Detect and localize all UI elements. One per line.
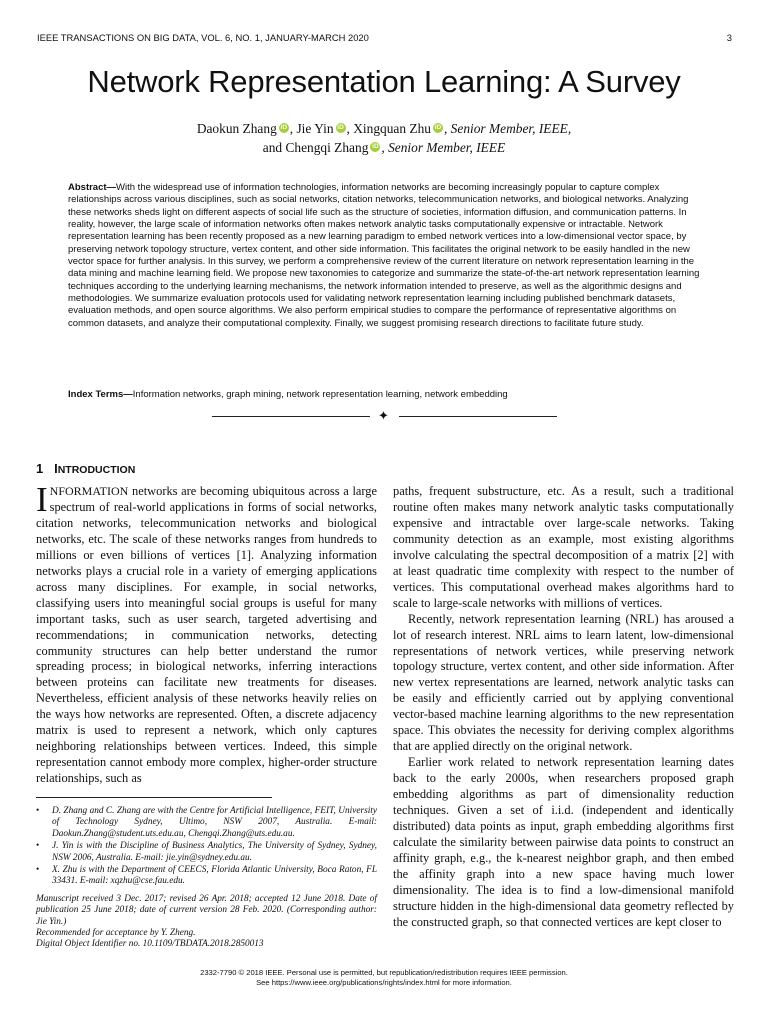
section-divider bbox=[212, 410, 557, 424]
diamond-ornament-icon: ✦ bbox=[378, 408, 389, 423]
author-conjunction: and bbox=[262, 140, 286, 155]
copyright-line: 2332-7790 © 2018 IEEE. Personal use is permitted, but republication/redistribution requires IEEE permission. bbox=[200, 968, 568, 977]
body-column-right bbox=[393, 484, 734, 931]
copyright-notice bbox=[0, 968, 768, 987]
affiliation-footnote: • J. Yin is with the Discipline of Business Analytics, The University of Sydney, Sydney, NSW 2006, Australia. E-mail: jie.yin@sydney.edu.au. bbox=[36, 841, 377, 864]
author-list bbox=[0, 119, 768, 157]
recommendation-note: Recommended for acceptance by Y. Zheng. bbox=[36, 928, 196, 939]
page-number: 3 bbox=[726, 32, 732, 43]
smallcaps-lead: NFORMATION bbox=[49, 484, 129, 498]
paragraph bbox=[36, 480, 377, 787]
orcid-icon[interactable]: iD bbox=[434, 124, 442, 131]
divider-line-left bbox=[212, 416, 370, 417]
orcid-icon[interactable]: iD bbox=[280, 124, 288, 131]
footnotes bbox=[36, 806, 377, 951]
author-name: Chengqi Zhang bbox=[285, 140, 369, 155]
manuscript-dates: Manuscript received 3 Dec. 2017; revised 26 Apr. 2018; accepted 12 June 2018. Date of publication 25 June 2018; date of current version 28 Feb. 2020. (Corresponding author: Jie Yin.) bbox=[36, 893, 377, 927]
abstract bbox=[68, 182, 704, 330]
paragraph: paths, frequent substructure, etc. As a result, such a traditional routine often makes many network analytic tasks computationally expensive and intractable over large-scale networks. Taking community detection as an example, most existing algorithms involve calculating the spectral decomposition of a matrix [2] with at least quadratic time complexity with respect to the number of vertices. This computational overhead makes algorithms hard to scale to large-scale networks with millions of vertices. bbox=[393, 484, 734, 610]
index-terms-text: Information networks, graph mining, network representation learning, network embedding bbox=[132, 389, 508, 400]
abstract-label: Abstract— bbox=[68, 182, 117, 193]
affiliation-footnote: • X. Zhu is with the Department of CEECS, Florida Atlantic University, Boca Raton, FL 33431. E-mail: xqzhu@cse.fau.edu. bbox=[36, 865, 377, 888]
affiliation-footnote: • D. Zhang and C. Zhang are with the Centre for Artificial Intelligence, FEIT, University of Technology Sydney, Ultimo, NSW 2007, Australia. E-mail: Daokun.Zhang@student.uts.edu.au, Chengqi.Zhang@uts.edu.au. bbox=[36, 806, 377, 840]
doi-line[interactable]: Digital Object Identifier no. 10.1109/TBDATA.2018.2850013 bbox=[36, 939, 264, 950]
author-separator: , bbox=[289, 121, 297, 136]
running-header bbox=[37, 32, 732, 43]
section-heading bbox=[36, 461, 135, 476]
author-membership: , Senior Member, IEEE, bbox=[443, 121, 572, 136]
drop-cap: I bbox=[36, 480, 48, 519]
divider-line-right bbox=[399, 416, 557, 417]
paper-title: Network Representation Learning: A Survey bbox=[87, 64, 681, 99]
section-number: 1 bbox=[36, 461, 44, 476]
abstract-text: With the widespread use of information technologies, information networks are becoming increasingly popular to capture complex relationships across various disciplines, such as social networks, citation networks, telecommunication networks, and biological networks. Analyzing these networks sheds light on different aspects of social life such as the structure of societies, information diffusion, and communication patterns. In reality, however, the large scale of information networks often makes network analytic tasks computationally expensive or intractable. Network representation learning has been recently proposed as a new learning paradigm to embed network vertices into a low-dimensional vector space, by preserving network topology structure, vertex content, and other side information. This facilitates the original network to be easily handled in the new vector space for further analysis. In this survey, we perform a comprehensive review of the current literature on network representation learning in the data mining and machine learning field. We propose new taxonomies to categorize and summarize the state-of-the-art network representation learning techniques according to the underlying learning mechanisms, the network information intended to preserve, as well as the algorithmic designs and methodologies. We summarize evaluation protocols used for validating network representation learning including published benchmark datasets, evaluation methods, and open source algorithms. We also perform empirical studies to compare the performance of representative algorithms on common datasets, and analyze their computational complexity. Finally, we suggest promising research directions to facilitate future study. bbox=[68, 182, 700, 329]
author-membership: , Senior Member, IEEE bbox=[381, 140, 506, 155]
index-terms bbox=[68, 389, 704, 400]
orcid-icon[interactable]: iD bbox=[337, 124, 344, 131]
section-title-rest: NTRODUCTION bbox=[57, 464, 136, 476]
rights-link-line[interactable]: See https://www.ieee.org/publications/rights/index.html for more information. bbox=[256, 977, 512, 987]
author-name: Daokun Zhang bbox=[196, 121, 277, 136]
author-name: Xingquan Zhu bbox=[353, 121, 431, 136]
journal-name: IEEE TRANSACTIONS ON BIG DATA, VOL. 6, NO. 1, JANUARY-MARCH 2020 bbox=[37, 32, 369, 43]
paragraph: Recently, network representation learning (NRL) has aroused a lot of research interest. NRL aims to learn latent, low-dimensional representations of network vertices, while preserving network topology structure, vertex content, and other side information. After new vertex representations are learned, network analytic tasks can be easily and efficiently carried out by applying conventional vector-based machine learning algorithms to the new representation space. This obviates the necessity for deriving complex algorithms that are applied directly on the original network. bbox=[393, 611, 734, 754]
paragraph-text: networks are becoming ubiquitous across a large spectrum of real-world applications in forms of social networks, citation networks, telecommunication networks and biological networks, etc. The scale of these networks ranges from hundreds to millions or even billions of vertices [1]. Analyzing information networks plays a crucial role in a variety of emerging applications across many disciplines. For example, in social networks, classifying users into meaningful social groups is useful for many important tasks, such as user search, targeted advertising and recommendations; in communication networks, detecting community structures can help better understand the rumor spreading process; in biological networks, inferring interactions between proteins can facilitate new treatments for diseases. Nevertheless, efficient analysis of these networks heavily relies on the ways how networks are represented. Often, a discrete adjacency matrix is used to represent a network, which only captures neighboring relationships between vertices. Indeed, this simple representation cannot embody more complex, higher-order structure relationships, such as bbox=[36, 484, 377, 786]
body-column-left bbox=[36, 480, 377, 787]
index-terms-label: Index Terms— bbox=[68, 389, 133, 400]
paragraph: Earlier work related to network representation learning dates back to the early 2000s, when researchers proposed graph embedding algorithms as part of dimensionality reduction techniques. Given a set of i.i.d. (independent and identically distributed) data points as input, graph embedding algorithms first calculate the similarity between pairwise data points to construct an affinity graph, e.g., the k-nearest neighbor graph, and then embed the affinity graph into a new space having much lower dimensionality. The idea is to find a low-dimensional manifold structure hidden in the high-dimensional data geometry reflected by the constructed graph, so that connected vertices are kept closer to bbox=[393, 755, 734, 929]
footnote-rule bbox=[36, 797, 272, 798]
orcid-icon[interactable]: iD bbox=[372, 143, 379, 150]
author-separator: , bbox=[346, 121, 354, 136]
section-title-initial: I bbox=[54, 461, 58, 476]
author-name: Jie Yin bbox=[296, 121, 334, 136]
